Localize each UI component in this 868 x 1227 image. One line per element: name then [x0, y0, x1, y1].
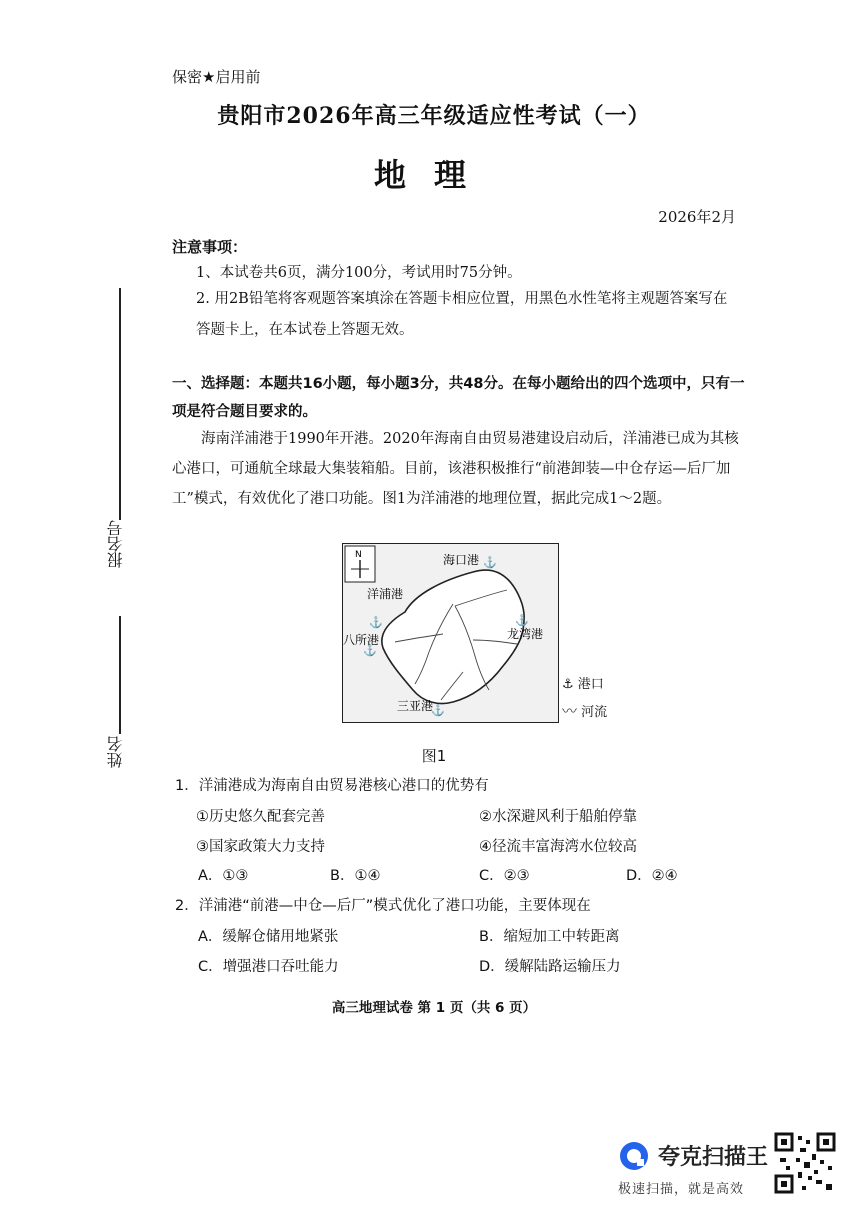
anchor-icon-legend: ⚓ — [562, 677, 574, 692]
q1-option-d[interactable]: D．②④ — [626, 868, 678, 884]
port-label-haikou: 海口港 — [443, 553, 480, 567]
figure-caption: 图1 — [421, 747, 447, 765]
notice-item-2-text: 2. 用2B铅笔将客观题答案填涂在答题卡相应位置，用黑色水性笔将主观题答案写在答题卡上，在本试卷上答题无效。 — [196, 291, 728, 338]
binding-line-top — [119, 288, 121, 520]
river-icon-legend: 〰 — [562, 702, 578, 720]
compass-north-label: N — [355, 550, 362, 560]
legend-port — [562, 673, 604, 692]
scanner-slogan: 极速扫描，就是高效 — [618, 1182, 745, 1197]
q2-option-a[interactable]: A．缓解仓储用地紧张 — [198, 929, 339, 945]
q1-option-a[interactable]: A．①③ — [198, 868, 249, 884]
legend-river — [562, 700, 607, 721]
binding-id-text: 报名号 — [106, 520, 125, 568]
notice-item-2 — [196, 284, 741, 346]
section-heading: 一、选择题：本题共16小题，每小题3分，共48分。在每小题给出的四个选项中，只有一项是符合题目要求的。 — [172, 376, 745, 420]
qr-code-svg — [774, 1132, 836, 1194]
page-footer: 高三地理试卷 第 1 页（共 6 页） — [331, 1000, 537, 1016]
legend-port-label: 港口 — [577, 677, 604, 692]
scanner-watermark — [618, 1140, 778, 1200]
binding-name-text: 姓名 — [106, 736, 125, 768]
scanner-logo-icon — [618, 1140, 650, 1172]
hainan-map — [342, 543, 559, 723]
port-label-yangpu: 洋浦港 — [367, 587, 404, 601]
hainan-island-outline — [382, 570, 524, 703]
anchor-icon-haikou: ⚓ — [483, 556, 497, 569]
binding-label-id — [104, 520, 124, 575]
qr-code-icon — [774, 1132, 836, 1194]
q1-statement-1: ①历史悠久配套完善 — [196, 809, 325, 825]
q2-option-b[interactable]: B．缩短加工中转距离 — [479, 929, 620, 945]
anchor-icon-yangpu: ⚓ — [369, 616, 383, 629]
map-svg — [343, 544, 558, 722]
question-1-stem: 1．洋浦港成为海南自由贸易港核心港口的优势有 — [175, 778, 489, 794]
exam-title: 贵阳市2026年高三年级适应性考试（一） — [217, 103, 651, 129]
anchor-icon-sanya: ⚓ — [431, 704, 445, 717]
port-label-sanya: 三亚港 — [397, 699, 434, 713]
confidential-mark: 保密★启用前 — [172, 68, 261, 86]
anchor-icon-longwan: ⚓ — [515, 614, 529, 627]
q1-option-b[interactable]: B．①④ — [330, 868, 381, 884]
scanner-brand-name: 夸克扫描王 — [658, 1145, 769, 1170]
notice-item-1: 1、本试卷共6页，满分100分，考试用时75分钟。 — [196, 265, 522, 281]
q2-option-c[interactable]: C．增强港口吞吐能力 — [198, 959, 339, 975]
binding-line-mid — [119, 616, 121, 734]
anchor-icon-basuo: ⚓ — [363, 644, 377, 657]
q1-statement-2: ②水深避风利于船舶停靠 — [479, 809, 637, 825]
passage: 海南洋浦港于1990年开港。2020年海南自由贸易港建设启动后，洋浦港已成为其核心港口，可通航全球最大集装箱船。目前，该港积极推行“前港卸装—中仓存运—后厂加工”模式，有效优化了港口功能。图1为洋浦港的地理位置，据此完成1～2题。 — [172, 431, 739, 507]
q2-option-d[interactable]: D．缓解陆路运输压力 — [479, 959, 621, 975]
notice-heading: 注意事项： — [172, 238, 248, 256]
legend-river-label: 河流 — [581, 705, 608, 720]
port-label-longwan: 龙湾港 — [507, 627, 544, 641]
subject-title: 地理 — [373, 156, 494, 194]
exam-date: 2026年2月 — [658, 208, 736, 226]
q1-option-c[interactable]: C．②③ — [479, 868, 530, 884]
q1-statement-3: ③国家政策大力支持 — [196, 839, 325, 855]
port-label-basuo: 八所港 — [343, 633, 380, 647]
q1-statement-4: ④径流丰富海湾水位较高 — [479, 839, 637, 855]
question-2-stem: 2．洋浦港“前港—中仓—后厂”模式优化了港口功能，主要体现在 — [175, 898, 591, 914]
